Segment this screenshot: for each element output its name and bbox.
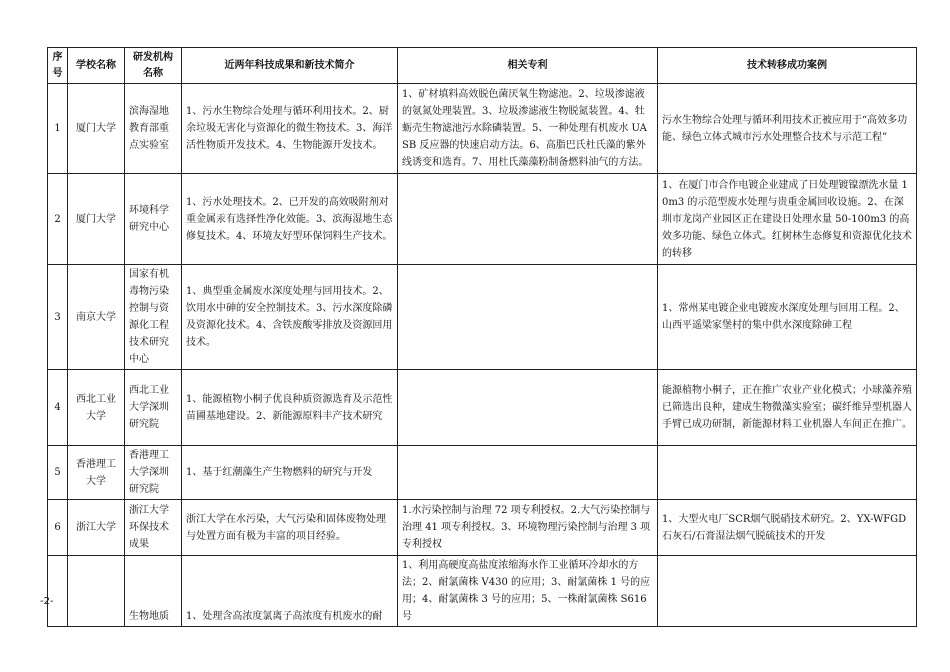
cell-school: 南京大学 bbox=[68, 265, 125, 370]
cell-cases bbox=[658, 446, 917, 500]
cell-org: 生物地质 bbox=[125, 556, 182, 627]
cell-brief: 1、处理含高浓度氯离子高浓度有机废水的耐 bbox=[182, 556, 398, 627]
cell-cases: 1、常州某电镀企业电镀废水深度处理与回用工程。2、山西平遥梁家堡村的集中供水深度除砷工程 bbox=[658, 265, 917, 370]
cell-idx: 5 bbox=[48, 446, 68, 500]
table-row bbox=[48, 370, 917, 446]
cell-brief: 1、典型重金属废水深度处理与回用技术。2、饮用水中砷的安全控制技术。3、污水深度除磷及资源化技术。4、含铁废酸零排放及资源回用技术。 bbox=[182, 265, 398, 370]
table-row bbox=[48, 446, 917, 500]
header-cases: 技术转移成功案例 bbox=[658, 48, 917, 84]
cell-brief: 浙江大学在水污染，大气污染和固体废物处理与处置方面有极为丰富的项目经验。 bbox=[182, 500, 398, 556]
cell-brief: 1、能源植物小桐子优良种质资源选育及示范性苗圃基地建设。2、新能源原料丰产技术研究 bbox=[182, 370, 398, 446]
cell-cases bbox=[658, 556, 917, 627]
page-number: -2- bbox=[40, 596, 54, 607]
cell-cases: 能源植物小桐子，正在推广农业产业化模式；小球藻养殖已筛选出良种，建成生物微藻实验室；碳纤维异型机器人手臂已成功研制，新能源材料工业机器人车间正在推广。 bbox=[658, 370, 917, 446]
cell-cases: 1、大型火电厂SCR烟气脱硝技术研究。2、YX-WFGD 石灰石/石膏湿法烟气脱硫技术的开发 bbox=[658, 500, 917, 556]
cell-idx bbox=[48, 556, 68, 627]
cell-school: 厦门大学 bbox=[68, 84, 125, 174]
cell-idx: 4 bbox=[48, 370, 68, 446]
header-school: 学校名称 bbox=[68, 48, 125, 84]
cell-cases: 1、在厦门市合作电镀企业建成了日处理镀镍漂洗水量 10m3 的示范型废水处理与贵重金属回收设施。2、在深圳市龙岗产业园区正在建设日处理水量 50-100m3 的高效多功能、绿色立体式。红树林生态修复和资源优化技术的转移 bbox=[658, 174, 917, 265]
table-row bbox=[48, 84, 917, 174]
cell-patents: 1、矿材填料高效脱色菌厌氧生物滤池。2、垃圾渗滤液的氨氮处理装置。3、垃圾渗滤液生物脱氮装置。4、牡蛎壳生物滤池污水除磷装置。5、一种处理有机废水 UASB 反应器的快速启动方法。6、高脂巴氏杜氏藻的紫外线诱变和选育。7、用杜氏藻藻粉制备燃料油气的方法。 bbox=[398, 84, 658, 174]
cell-patents: 1、利用高硬度高盐度浓缩海水作工业循环冷却水的方法；2、耐氯菌株 V430 的应用；3、耐氯菌株 1 号的应用；4、耐氯菌株 3 号的应用；5、一株耐氯菌株 S616 号 bbox=[398, 556, 658, 627]
cell-idx: 3 bbox=[48, 265, 68, 370]
table-row bbox=[48, 174, 917, 265]
cell-org: 香港理工大学深圳研究院 bbox=[125, 446, 182, 500]
table-row bbox=[48, 265, 917, 370]
cell-org: 环境科学研究中心 bbox=[125, 174, 182, 265]
tech-table bbox=[47, 47, 917, 627]
table-row bbox=[48, 556, 917, 627]
cell-org: 西北工业大学深圳研究院 bbox=[125, 370, 182, 446]
cell-org: 国家有机毒物污染控制与资源化工程技术研究中心 bbox=[125, 265, 182, 370]
cell-brief: 1、污水生物综合处理与循环利用技术。2、厨余垃圾无害化与资源化的微生物技术。3、海洋活性物质开发技术。4、生物能源开发技术。 bbox=[182, 84, 398, 174]
cell-patents bbox=[398, 265, 658, 370]
cell-school: 浙江大学 bbox=[68, 500, 125, 556]
cell-idx: 2 bbox=[48, 174, 68, 265]
cell-school: 西北工业大学 bbox=[68, 370, 125, 446]
cell-school: 厦门大学 bbox=[68, 174, 125, 265]
header-idx: 序号 bbox=[48, 48, 68, 84]
cell-patents bbox=[398, 446, 658, 500]
table-row bbox=[48, 500, 917, 556]
cell-patents: 1.水污染控制与治理 72 项专利授权。2.大气污染控制与治理 41 项专利授权。3、环境物理污染控制与治理 3 项专利授权 bbox=[398, 500, 658, 556]
cell-patents bbox=[398, 370, 658, 446]
header-org: 研发机构名称 bbox=[125, 48, 182, 84]
cell-school bbox=[68, 556, 125, 627]
cell-school: 香港理工大学 bbox=[68, 446, 125, 500]
cell-idx: 1 bbox=[48, 84, 68, 174]
cell-brief: 1、污水处理技术。2、已开发的高效吸附剂对重金属汞有选择性净化效能。3、滨海湿地生态修复技术。4、环境友好型环保饲料生产技术。 bbox=[182, 174, 398, 265]
cell-idx: 6 bbox=[48, 500, 68, 556]
cell-brief: 1、基于红潮藻生产生物燃料的研究与开发 bbox=[182, 446, 398, 500]
cell-org: 浙江大学环保技术成果 bbox=[125, 500, 182, 556]
header-brief: 近两年科技成果和新技术简介 bbox=[182, 48, 398, 84]
header-row bbox=[48, 48, 917, 84]
cell-cases: 污水生物综合处理与循环利用技术正被应用于“高效多功能、绿色立体式城市污水处理整合技术与示范工程” bbox=[658, 84, 917, 174]
cell-patents bbox=[398, 174, 658, 265]
header-patents: 相关专利 bbox=[398, 48, 658, 84]
cell-org: 滨海湿地教育部重点实验室 bbox=[125, 84, 182, 174]
